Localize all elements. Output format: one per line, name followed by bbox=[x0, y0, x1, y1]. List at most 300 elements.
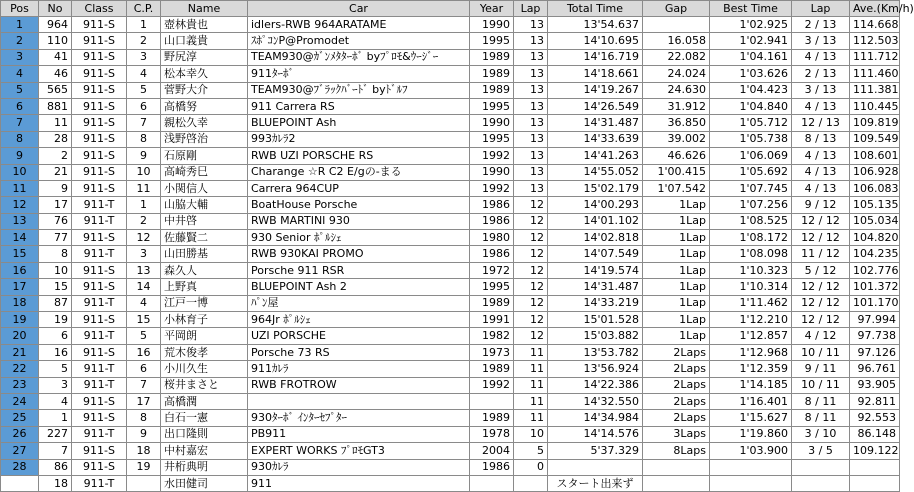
name-cell: 菅野大介 bbox=[161, 82, 248, 98]
cp-cell: 9 bbox=[127, 426, 161, 442]
year-cell: 1991 bbox=[470, 312, 514, 328]
lap-cell: 13 bbox=[514, 33, 548, 49]
no-cell: 19 bbox=[39, 312, 72, 328]
name-cell: 高橋潤 bbox=[161, 393, 248, 409]
column-header: Gap bbox=[643, 1, 710, 17]
best-lap-cell: 4 / 13 bbox=[792, 180, 850, 196]
pos-cell: 5 bbox=[1, 82, 39, 98]
lap-cell: 13 bbox=[514, 180, 548, 196]
class-cell: 911-S bbox=[72, 180, 127, 196]
name-cell: 荒木俊孝 bbox=[161, 344, 248, 360]
best-lap-cell: 4 / 12 bbox=[792, 328, 850, 344]
pos-cell: 10 bbox=[1, 164, 39, 180]
pos-cell: 6 bbox=[1, 98, 39, 114]
total-time-cell: 14'07.549 bbox=[548, 246, 643, 262]
total-time-cell: 14'00.293 bbox=[548, 197, 643, 213]
table-row bbox=[1, 148, 900, 164]
pos-cell: 13 bbox=[1, 213, 39, 229]
table-row bbox=[1, 115, 900, 131]
column-header: C.P. bbox=[127, 1, 161, 17]
year-cell bbox=[470, 393, 514, 409]
avg-speed-cell: 97.994 bbox=[850, 312, 900, 328]
class-cell: 911-T bbox=[72, 328, 127, 344]
gap-cell: 1Lap bbox=[643, 279, 710, 295]
year-cell: 1986 bbox=[470, 197, 514, 213]
avg-speed-cell: 111.712 bbox=[850, 49, 900, 65]
table-row bbox=[1, 475, 900, 491]
avg-speed-cell bbox=[850, 459, 900, 475]
gap-cell: 22.082 bbox=[643, 49, 710, 65]
no-cell: 8 bbox=[39, 246, 72, 262]
car-cell: 930 Senior ﾎﾟﾙｼｪ bbox=[248, 230, 470, 246]
best-lap-cell: 12 / 13 bbox=[792, 115, 850, 131]
column-header: Best Time bbox=[710, 1, 792, 17]
name-cell: 小林育子 bbox=[161, 312, 248, 328]
best-time-cell: 1'12.210 bbox=[710, 312, 792, 328]
best-time-cell: 1'07.745 bbox=[710, 180, 792, 196]
best-time-cell: 1'08.525 bbox=[710, 213, 792, 229]
pos-cell: 11 bbox=[1, 180, 39, 196]
name-cell: 中村嘉宏 bbox=[161, 443, 248, 459]
best-time-cell: 1'12.359 bbox=[710, 361, 792, 377]
gap-cell: 2Laps bbox=[643, 410, 710, 426]
column-header: Lap bbox=[792, 1, 850, 17]
name-cell: 高崎秀巳 bbox=[161, 164, 248, 180]
class-cell: 911-S bbox=[72, 344, 127, 360]
no-cell: 9 bbox=[39, 180, 72, 196]
year-cell: 1989 bbox=[470, 49, 514, 65]
no-cell: 17 bbox=[39, 197, 72, 213]
year-cell: 1992 bbox=[470, 180, 514, 196]
no-cell: 18 bbox=[39, 475, 72, 491]
gap-cell bbox=[643, 459, 710, 475]
year-cell: 1989 bbox=[470, 361, 514, 377]
no-cell: 1 bbox=[39, 410, 72, 426]
best-lap-cell: 3 / 10 bbox=[792, 426, 850, 442]
total-time-cell: 15'01.528 bbox=[548, 312, 643, 328]
name-cell: 上野真 bbox=[161, 279, 248, 295]
name-cell: 壺林貴也 bbox=[161, 17, 248, 33]
avg-speed-cell bbox=[850, 475, 900, 491]
class-cell: 911-S bbox=[72, 230, 127, 246]
lap-cell: 13 bbox=[514, 49, 548, 65]
class-cell: 911-S bbox=[72, 459, 127, 475]
lap-cell: 13 bbox=[514, 148, 548, 164]
total-time-cell: 14'26.549 bbox=[548, 98, 643, 114]
year-cell: 1973 bbox=[470, 344, 514, 360]
total-time-cell: 14'22.386 bbox=[548, 377, 643, 393]
avg-speed-cell: 97.738 bbox=[850, 328, 900, 344]
gap-cell: 2Laps bbox=[643, 377, 710, 393]
cp-cell: 19 bbox=[127, 459, 161, 475]
avg-speed-cell: 112.503 bbox=[850, 33, 900, 49]
avg-speed-cell: 105.135 bbox=[850, 197, 900, 213]
avg-speed-cell: 101.170 bbox=[850, 295, 900, 311]
pos-cell: 2 bbox=[1, 33, 39, 49]
lap-cell: 10 bbox=[514, 426, 548, 442]
cp-cell: 8 bbox=[127, 131, 161, 147]
name-cell: 親松久幸 bbox=[161, 115, 248, 131]
header-row bbox=[1, 1, 900, 17]
no-cell: 76 bbox=[39, 213, 72, 229]
lap-cell: 12 bbox=[514, 328, 548, 344]
no-cell: 77 bbox=[39, 230, 72, 246]
column-header: Year bbox=[470, 1, 514, 17]
best-time-cell: 1'03.626 bbox=[710, 66, 792, 82]
pos-cell: 23 bbox=[1, 377, 39, 393]
cp-cell: 11 bbox=[127, 180, 161, 196]
no-cell: 46 bbox=[39, 66, 72, 82]
year-cell: 1995 bbox=[470, 33, 514, 49]
name-cell: 山口義貴 bbox=[161, 33, 248, 49]
name-cell: 井桁典明 bbox=[161, 459, 248, 475]
year-cell: 1986 bbox=[470, 459, 514, 475]
avg-speed-cell: 109.819 bbox=[850, 115, 900, 131]
gap-cell bbox=[643, 475, 710, 491]
lap-cell: 12 bbox=[514, 230, 548, 246]
car-cell: 911ｶﾚﾗ bbox=[248, 361, 470, 377]
pos-cell: 12 bbox=[1, 197, 39, 213]
name-cell: 中井啓 bbox=[161, 213, 248, 229]
year-cell: 1982 bbox=[470, 328, 514, 344]
avg-speed-cell: 111.381 bbox=[850, 82, 900, 98]
no-cell: 28 bbox=[39, 131, 72, 147]
year-cell: 1978 bbox=[470, 426, 514, 442]
table-row bbox=[1, 164, 900, 180]
avg-speed-cell: 86.148 bbox=[850, 426, 900, 442]
gap-cell: 1Lap bbox=[643, 262, 710, 278]
year-cell: 1989 bbox=[470, 66, 514, 82]
gap-cell: 2Laps bbox=[643, 393, 710, 409]
class-cell: 911-S bbox=[72, 82, 127, 98]
car-cell: Porsche 73 RS bbox=[248, 344, 470, 360]
lap-cell: 11 bbox=[514, 393, 548, 409]
avg-speed-cell: 97.126 bbox=[850, 344, 900, 360]
best-lap-cell: 10 / 11 bbox=[792, 344, 850, 360]
no-cell: 2 bbox=[39, 148, 72, 164]
year-cell: 1992 bbox=[470, 148, 514, 164]
year-cell: 1989 bbox=[470, 295, 514, 311]
no-cell: 110 bbox=[39, 33, 72, 49]
best-lap-cell: 12 / 12 bbox=[792, 230, 850, 246]
no-cell: 5 bbox=[39, 361, 72, 377]
no-cell: 964 bbox=[39, 17, 72, 33]
name-cell: 松本幸久 bbox=[161, 66, 248, 82]
gap-cell: 1Lap bbox=[643, 230, 710, 246]
pos-cell: 27 bbox=[1, 443, 39, 459]
best-lap-cell: 4 / 13 bbox=[792, 148, 850, 164]
best-lap-cell: 12 / 12 bbox=[792, 295, 850, 311]
gap-cell: 24.630 bbox=[643, 82, 710, 98]
cp-cell: 15 bbox=[127, 312, 161, 328]
table-row bbox=[1, 230, 900, 246]
pos-cell: 16 bbox=[1, 262, 39, 278]
gap-cell bbox=[643, 17, 710, 33]
column-header: No bbox=[39, 1, 72, 17]
table-row bbox=[1, 49, 900, 65]
lap-cell: 13 bbox=[514, 82, 548, 98]
class-cell: 911-S bbox=[72, 443, 127, 459]
car-cell: UZI PORSCHE bbox=[248, 328, 470, 344]
best-lap-cell: 3 / 13 bbox=[792, 82, 850, 98]
pos-cell: 24 bbox=[1, 393, 39, 409]
lap-cell: 12 bbox=[514, 279, 548, 295]
gap-cell: 36.850 bbox=[643, 115, 710, 131]
avg-speed-cell: 104.235 bbox=[850, 246, 900, 262]
gap-cell: 1Lap bbox=[643, 246, 710, 262]
car-cell: BLUEPOINT Ash 2 bbox=[248, 279, 470, 295]
pos-cell: 28 bbox=[1, 459, 39, 475]
avg-speed-cell: 93.905 bbox=[850, 377, 900, 393]
avg-speed-cell: 111.460 bbox=[850, 66, 900, 82]
pos-cell: 19 bbox=[1, 312, 39, 328]
lap-cell: 0 bbox=[514, 459, 548, 475]
avg-speed-cell: 108.601 bbox=[850, 148, 900, 164]
cp-cell: 5 bbox=[127, 328, 161, 344]
lap-cell: 12 bbox=[514, 197, 548, 213]
cp-cell: 10 bbox=[127, 164, 161, 180]
cp-cell: 14 bbox=[127, 279, 161, 295]
car-cell: TEAM930@ｶﾞﾝﾒﾀﾀｰﾎﾞ byﾌﾟﾛﾓ&ｳｰｼﾞｰ bbox=[248, 49, 470, 65]
best-time-cell: 1'04.840 bbox=[710, 98, 792, 114]
car-cell: Charange ☆R C2 E/gの-まる bbox=[248, 164, 470, 180]
table-row bbox=[1, 246, 900, 262]
table-row bbox=[1, 344, 900, 360]
total-time-cell: スタート出来ず bbox=[548, 475, 643, 491]
no-cell: 11 bbox=[39, 115, 72, 131]
best-lap-cell: 12 / 12 bbox=[792, 279, 850, 295]
lap-cell: 11 bbox=[514, 361, 548, 377]
cp-cell: 13 bbox=[127, 262, 161, 278]
table-body bbox=[1, 17, 900, 492]
pos-cell: 14 bbox=[1, 230, 39, 246]
best-lap-cell: 10 / 11 bbox=[792, 377, 850, 393]
cp-cell: 4 bbox=[127, 295, 161, 311]
cp-cell: 7 bbox=[127, 377, 161, 393]
pos-cell: 3 bbox=[1, 49, 39, 65]
best-time-cell: 1'10.314 bbox=[710, 279, 792, 295]
total-time-cell: 14'02.818 bbox=[548, 230, 643, 246]
best-time-cell: 1'07.256 bbox=[710, 197, 792, 213]
name-cell: 江戸一博 bbox=[161, 295, 248, 311]
best-time-cell: 1'02.941 bbox=[710, 33, 792, 49]
lap-cell: 12 bbox=[514, 295, 548, 311]
lap-cell: 13 bbox=[514, 164, 548, 180]
best-time-cell bbox=[710, 475, 792, 491]
pos-cell: 1 bbox=[1, 17, 39, 33]
best-time-cell: 1'03.900 bbox=[710, 443, 792, 459]
lap-cell: 11 bbox=[514, 377, 548, 393]
best-lap-cell: 4 / 13 bbox=[792, 49, 850, 65]
no-cell: 10 bbox=[39, 262, 72, 278]
avg-speed-cell: 109.549 bbox=[850, 131, 900, 147]
avg-speed-cell: 92.553 bbox=[850, 410, 900, 426]
total-time-cell: 5'37.329 bbox=[548, 443, 643, 459]
car-cell bbox=[248, 393, 470, 409]
year-cell: 1972 bbox=[470, 262, 514, 278]
cp-cell: 18 bbox=[127, 443, 161, 459]
car-cell: TEAM930@ﾌﾞﾗｯｸﾊﾞｰﾄﾞ byﾄﾞﾙﾌ bbox=[248, 82, 470, 98]
total-time-cell: 14'31.487 bbox=[548, 115, 643, 131]
table-row bbox=[1, 377, 900, 393]
table-row bbox=[1, 213, 900, 229]
gap-cell: 1Lap bbox=[643, 312, 710, 328]
car-cell: idlers-RWB 964ARATAME bbox=[248, 17, 470, 33]
table-row bbox=[1, 197, 900, 213]
year-cell: 1989 bbox=[470, 82, 514, 98]
class-cell: 911-T bbox=[72, 475, 127, 491]
total-time-cell: 14'33.639 bbox=[548, 131, 643, 147]
cp-cell: 6 bbox=[127, 98, 161, 114]
total-time-cell: 14'19.574 bbox=[548, 262, 643, 278]
total-time-cell: 14'34.984 bbox=[548, 410, 643, 426]
cp-cell: 17 bbox=[127, 393, 161, 409]
total-time-cell: 14'19.267 bbox=[548, 82, 643, 98]
no-cell: 3 bbox=[39, 377, 72, 393]
lap-cell: 11 bbox=[514, 410, 548, 426]
year-cell: 1989 bbox=[470, 410, 514, 426]
table-row bbox=[1, 33, 900, 49]
best-lap-cell: 8 / 13 bbox=[792, 131, 850, 147]
name-cell: 白石一憲 bbox=[161, 410, 248, 426]
cp-cell bbox=[127, 475, 161, 491]
year-cell: 1992 bbox=[470, 377, 514, 393]
total-time-cell: 14'31.487 bbox=[548, 279, 643, 295]
best-time-cell bbox=[710, 459, 792, 475]
best-time-cell: 1'05.692 bbox=[710, 164, 792, 180]
class-cell: 911-T bbox=[72, 377, 127, 393]
pos-cell: 4 bbox=[1, 66, 39, 82]
gap-cell: 31.912 bbox=[643, 98, 710, 114]
car-cell: Carrera 964CUP bbox=[248, 180, 470, 196]
car-cell: RWB 930KAI PROMO bbox=[248, 246, 470, 262]
name-cell: 浅野啓治 bbox=[161, 131, 248, 147]
total-time-cell: 15'02.179 bbox=[548, 180, 643, 196]
lap-cell: 12 bbox=[514, 262, 548, 278]
name-cell: 森久人 bbox=[161, 262, 248, 278]
car-cell: RWB MARTINI 930 bbox=[248, 213, 470, 229]
car-cell: 930ｶﾚﾗ bbox=[248, 459, 470, 475]
best-time-cell: 1'12.968 bbox=[710, 344, 792, 360]
name-cell: 桜井まさと bbox=[161, 377, 248, 393]
table-row bbox=[1, 98, 900, 114]
total-time-cell: 14'01.102 bbox=[548, 213, 643, 229]
name-cell: 高橋努 bbox=[161, 98, 248, 114]
name-cell: 小関信人 bbox=[161, 180, 248, 196]
car-cell: Porsche 911 RSR bbox=[248, 262, 470, 278]
car-cell: 930ﾀｰﾎﾞ ｲﾝﾀｰｾﾌﾟﾀｰ bbox=[248, 410, 470, 426]
gap-cell: 1'07.542 bbox=[643, 180, 710, 196]
pos-cell: 21 bbox=[1, 344, 39, 360]
year-cell bbox=[470, 475, 514, 491]
total-time-cell: 14'16.719 bbox=[548, 49, 643, 65]
car-cell: 911ﾀｰﾎﾞ bbox=[248, 66, 470, 82]
car-cell: PB911 bbox=[248, 426, 470, 442]
avg-speed-cell: 110.445 bbox=[850, 98, 900, 114]
best-lap-cell: 2 / 13 bbox=[792, 66, 850, 82]
pos-cell: 8 bbox=[1, 131, 39, 147]
no-cell: 41 bbox=[39, 49, 72, 65]
class-cell: 911-S bbox=[72, 279, 127, 295]
table-row bbox=[1, 312, 900, 328]
table-row bbox=[1, 131, 900, 147]
year-cell: 1986 bbox=[470, 213, 514, 229]
no-cell: 227 bbox=[39, 426, 72, 442]
year-cell: 2004 bbox=[470, 443, 514, 459]
avg-speed-cell: 92.811 bbox=[850, 393, 900, 409]
cp-cell: 2 bbox=[127, 213, 161, 229]
class-cell: 911-S bbox=[72, 148, 127, 164]
best-time-cell: 1'08.098 bbox=[710, 246, 792, 262]
best-time-cell: 1'16.401 bbox=[710, 393, 792, 409]
best-time-cell: 1'19.860 bbox=[710, 426, 792, 442]
pos-cell: 15 bbox=[1, 246, 39, 262]
class-cell: 911-T bbox=[72, 246, 127, 262]
pos-cell: 26 bbox=[1, 426, 39, 442]
gap-cell: 24.024 bbox=[643, 66, 710, 82]
class-cell: 911-S bbox=[72, 131, 127, 147]
name-cell: 野尻淳 bbox=[161, 49, 248, 65]
best-lap-cell: 12 / 12 bbox=[792, 312, 850, 328]
gap-cell: 46.626 bbox=[643, 148, 710, 164]
column-header: Lap bbox=[514, 1, 548, 17]
year-cell: 1990 bbox=[470, 164, 514, 180]
gap-cell: 1Lap bbox=[643, 197, 710, 213]
lap-cell: 13 bbox=[514, 115, 548, 131]
table-row bbox=[1, 328, 900, 344]
car-cell: 911 bbox=[248, 475, 470, 491]
best-lap-cell: 5 / 12 bbox=[792, 262, 850, 278]
cp-cell: 6 bbox=[127, 361, 161, 377]
table-row bbox=[1, 410, 900, 426]
avg-speed-cell: 102.776 bbox=[850, 262, 900, 278]
table-row bbox=[1, 295, 900, 311]
cp-cell: 16 bbox=[127, 344, 161, 360]
cp-cell: 4 bbox=[127, 66, 161, 82]
lap-cell: 11 bbox=[514, 344, 548, 360]
car-cell: ｽﾎﾟｺﾝP@Promodet bbox=[248, 33, 470, 49]
gap-cell: 1'00.415 bbox=[643, 164, 710, 180]
column-header: Car bbox=[248, 1, 470, 17]
class-cell: 911-T bbox=[72, 361, 127, 377]
total-time-cell: 14'41.263 bbox=[548, 148, 643, 164]
year-cell: 1980 bbox=[470, 230, 514, 246]
name-cell: 石原剛 bbox=[161, 148, 248, 164]
best-time-cell: 1'04.161 bbox=[710, 49, 792, 65]
total-time-cell: 14'14.576 bbox=[548, 426, 643, 442]
avg-speed-cell: 105.034 bbox=[850, 213, 900, 229]
best-lap-cell: 8 / 11 bbox=[792, 393, 850, 409]
best-lap-cell: 9 / 12 bbox=[792, 197, 850, 213]
best-lap-cell: 3 / 5 bbox=[792, 443, 850, 459]
name-cell: 小川久生 bbox=[161, 361, 248, 377]
avg-speed-cell: 114.668 bbox=[850, 17, 900, 33]
best-lap-cell: 3 / 13 bbox=[792, 33, 850, 49]
pos-cell: 9 bbox=[1, 148, 39, 164]
car-cell: 964Jr ﾎﾟﾙｼｪ bbox=[248, 312, 470, 328]
avg-speed-cell: 106.083 bbox=[850, 180, 900, 196]
best-time-cell: 1'15.627 bbox=[710, 410, 792, 426]
year-cell: 1995 bbox=[470, 279, 514, 295]
year-cell: 1986 bbox=[470, 246, 514, 262]
no-cell: 15 bbox=[39, 279, 72, 295]
cp-cell: 7 bbox=[127, 115, 161, 131]
no-cell: 21 bbox=[39, 164, 72, 180]
name-cell: 佐藤賢二 bbox=[161, 230, 248, 246]
avg-speed-cell: 104.820 bbox=[850, 230, 900, 246]
table-row bbox=[1, 279, 900, 295]
lap-cell: 5 bbox=[514, 443, 548, 459]
